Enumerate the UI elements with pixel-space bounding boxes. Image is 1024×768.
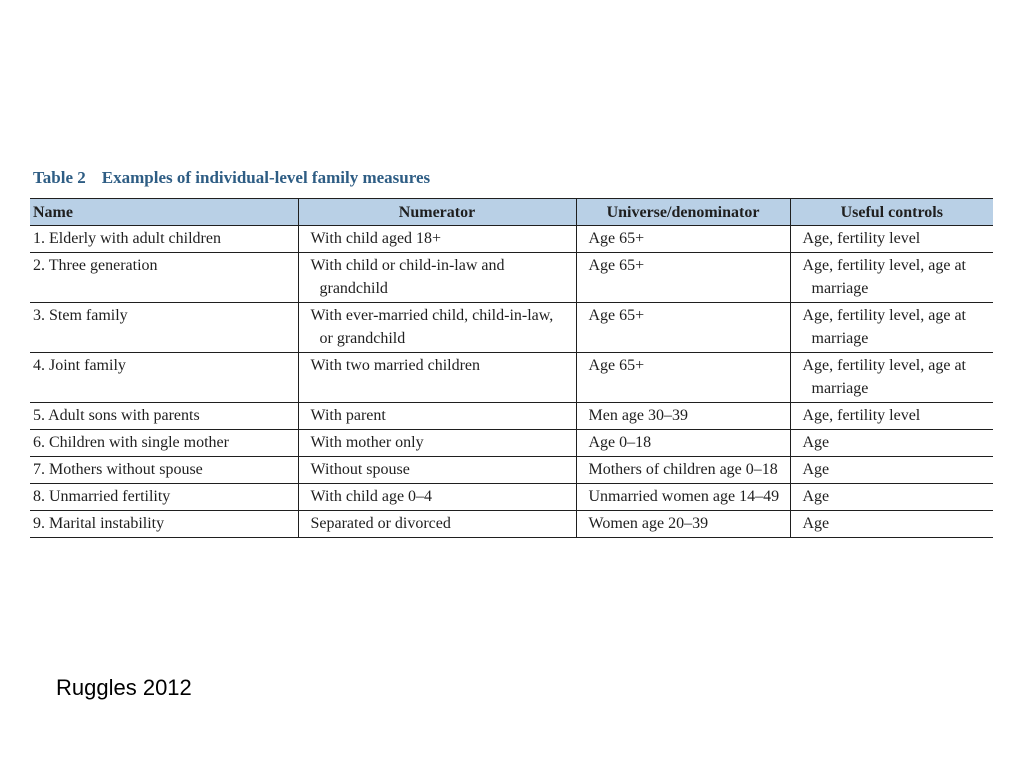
cell-controls xyxy=(790,226,993,253)
cell-text: With parent xyxy=(310,407,386,424)
table-caption xyxy=(33,168,430,188)
cell-name xyxy=(30,303,298,353)
cell-text: Without spouse xyxy=(310,461,410,478)
cell-controls xyxy=(790,253,993,303)
cell-numerator xyxy=(298,430,576,457)
cell-text: 4. Joint family xyxy=(33,357,126,374)
cell-text: With child age 0–4 xyxy=(310,488,433,505)
cell-text: Unmarried women age 14–49 xyxy=(588,488,780,505)
cell-universe xyxy=(576,403,790,430)
cell-numerator xyxy=(298,353,576,403)
cell-controls xyxy=(790,353,993,403)
cell-text: 6. Children with single mother xyxy=(33,434,229,451)
table-row xyxy=(30,430,993,457)
cell-text: Women age 20–39 xyxy=(588,515,709,532)
table-row xyxy=(30,353,993,403)
citation: Ruggles 2012 xyxy=(56,675,192,700)
cell-text: Age, fertility level xyxy=(802,230,921,247)
cell-numerator xyxy=(298,511,576,538)
cell-text: Age, fertility level, age at marriage xyxy=(802,307,966,347)
cell-name xyxy=(30,403,298,430)
cell-name xyxy=(30,353,298,403)
cell-name xyxy=(30,430,298,457)
table-row xyxy=(30,253,993,303)
cell-text: 1. Elderly with adult children xyxy=(33,230,221,247)
table-row xyxy=(30,511,993,538)
cell-text: Age 65+ xyxy=(588,307,645,324)
header-universe-denominator: Universe/denominator xyxy=(576,199,790,226)
cell-text: Age 65+ xyxy=(588,230,645,247)
cell-numerator xyxy=(298,303,576,353)
cell-text: Age 0–18 xyxy=(588,434,652,451)
table-row xyxy=(30,226,993,253)
cell-numerator xyxy=(298,226,576,253)
cell-text: 7. Mothers without spouse xyxy=(33,461,203,478)
cell-text: Men age 30–39 xyxy=(588,407,689,424)
cell-text: With two married children xyxy=(310,357,481,374)
table-row xyxy=(30,303,993,353)
cell-text: Separated or divorced xyxy=(310,515,451,532)
cell-text: Age, fertility level, age at marriage xyxy=(802,257,966,297)
cell-universe xyxy=(576,253,790,303)
cell-text: With ever-married child, child-in-law, or grandchild xyxy=(310,307,554,347)
cell-text: With child aged 18+ xyxy=(310,230,442,247)
header-numerator: Numerator xyxy=(298,199,576,226)
header-name: Name xyxy=(30,199,298,226)
cell-text: Age, fertility level xyxy=(802,407,921,424)
cell-text: Age xyxy=(802,434,830,451)
cell-universe xyxy=(576,457,790,484)
cell-text: Age xyxy=(802,488,830,505)
table-row xyxy=(30,403,993,430)
cell-universe xyxy=(576,430,790,457)
table-row xyxy=(30,457,993,484)
cell-text: 9. Marital instability xyxy=(33,515,165,532)
cell-text: 2. Three generation xyxy=(33,257,158,274)
cell-text: 3. Stem family xyxy=(33,307,128,324)
cell-name xyxy=(30,226,298,253)
cell-numerator xyxy=(298,457,576,484)
cell-text: Mothers of children age 0–18 xyxy=(588,461,778,478)
cell-controls xyxy=(790,511,993,538)
cell-text: Age, fertility level, age at marriage xyxy=(802,357,966,397)
cell-text: Age 65+ xyxy=(588,357,645,374)
cell-universe xyxy=(576,353,790,403)
cell-name xyxy=(30,457,298,484)
cell-text: With mother only xyxy=(310,434,424,451)
cell-controls xyxy=(790,484,993,511)
cell-numerator xyxy=(298,253,576,303)
cell-controls xyxy=(790,430,993,457)
cell-text: 5. Adult sons with parents xyxy=(33,407,200,424)
cell-numerator xyxy=(298,484,576,511)
cell-name xyxy=(30,511,298,538)
cell-universe xyxy=(576,226,790,253)
cell-universe xyxy=(576,484,790,511)
cell-universe xyxy=(576,303,790,353)
cell-text: With child or child-in-law and grandchild xyxy=(310,257,505,297)
table-body xyxy=(30,226,993,538)
cell-text: 8. Unmarried fertility xyxy=(33,488,171,505)
cell-name xyxy=(30,484,298,511)
cell-universe xyxy=(576,511,790,538)
family-measures-table xyxy=(30,198,993,538)
cell-controls xyxy=(790,403,993,430)
cell-text: Age xyxy=(802,515,830,532)
cell-numerator xyxy=(298,403,576,430)
header-row xyxy=(30,199,993,226)
cell-name xyxy=(30,253,298,303)
cell-controls xyxy=(790,303,993,353)
table-label: Table 2 xyxy=(33,168,86,187)
cell-text: Age xyxy=(802,461,830,478)
table-title: Examples of individual-level family measures xyxy=(101,168,431,187)
cell-controls xyxy=(790,457,993,484)
cell-text: Age 65+ xyxy=(588,257,645,274)
table-header xyxy=(30,199,993,226)
table-row xyxy=(30,484,993,511)
header-useful-controls: Useful controls xyxy=(790,199,993,226)
